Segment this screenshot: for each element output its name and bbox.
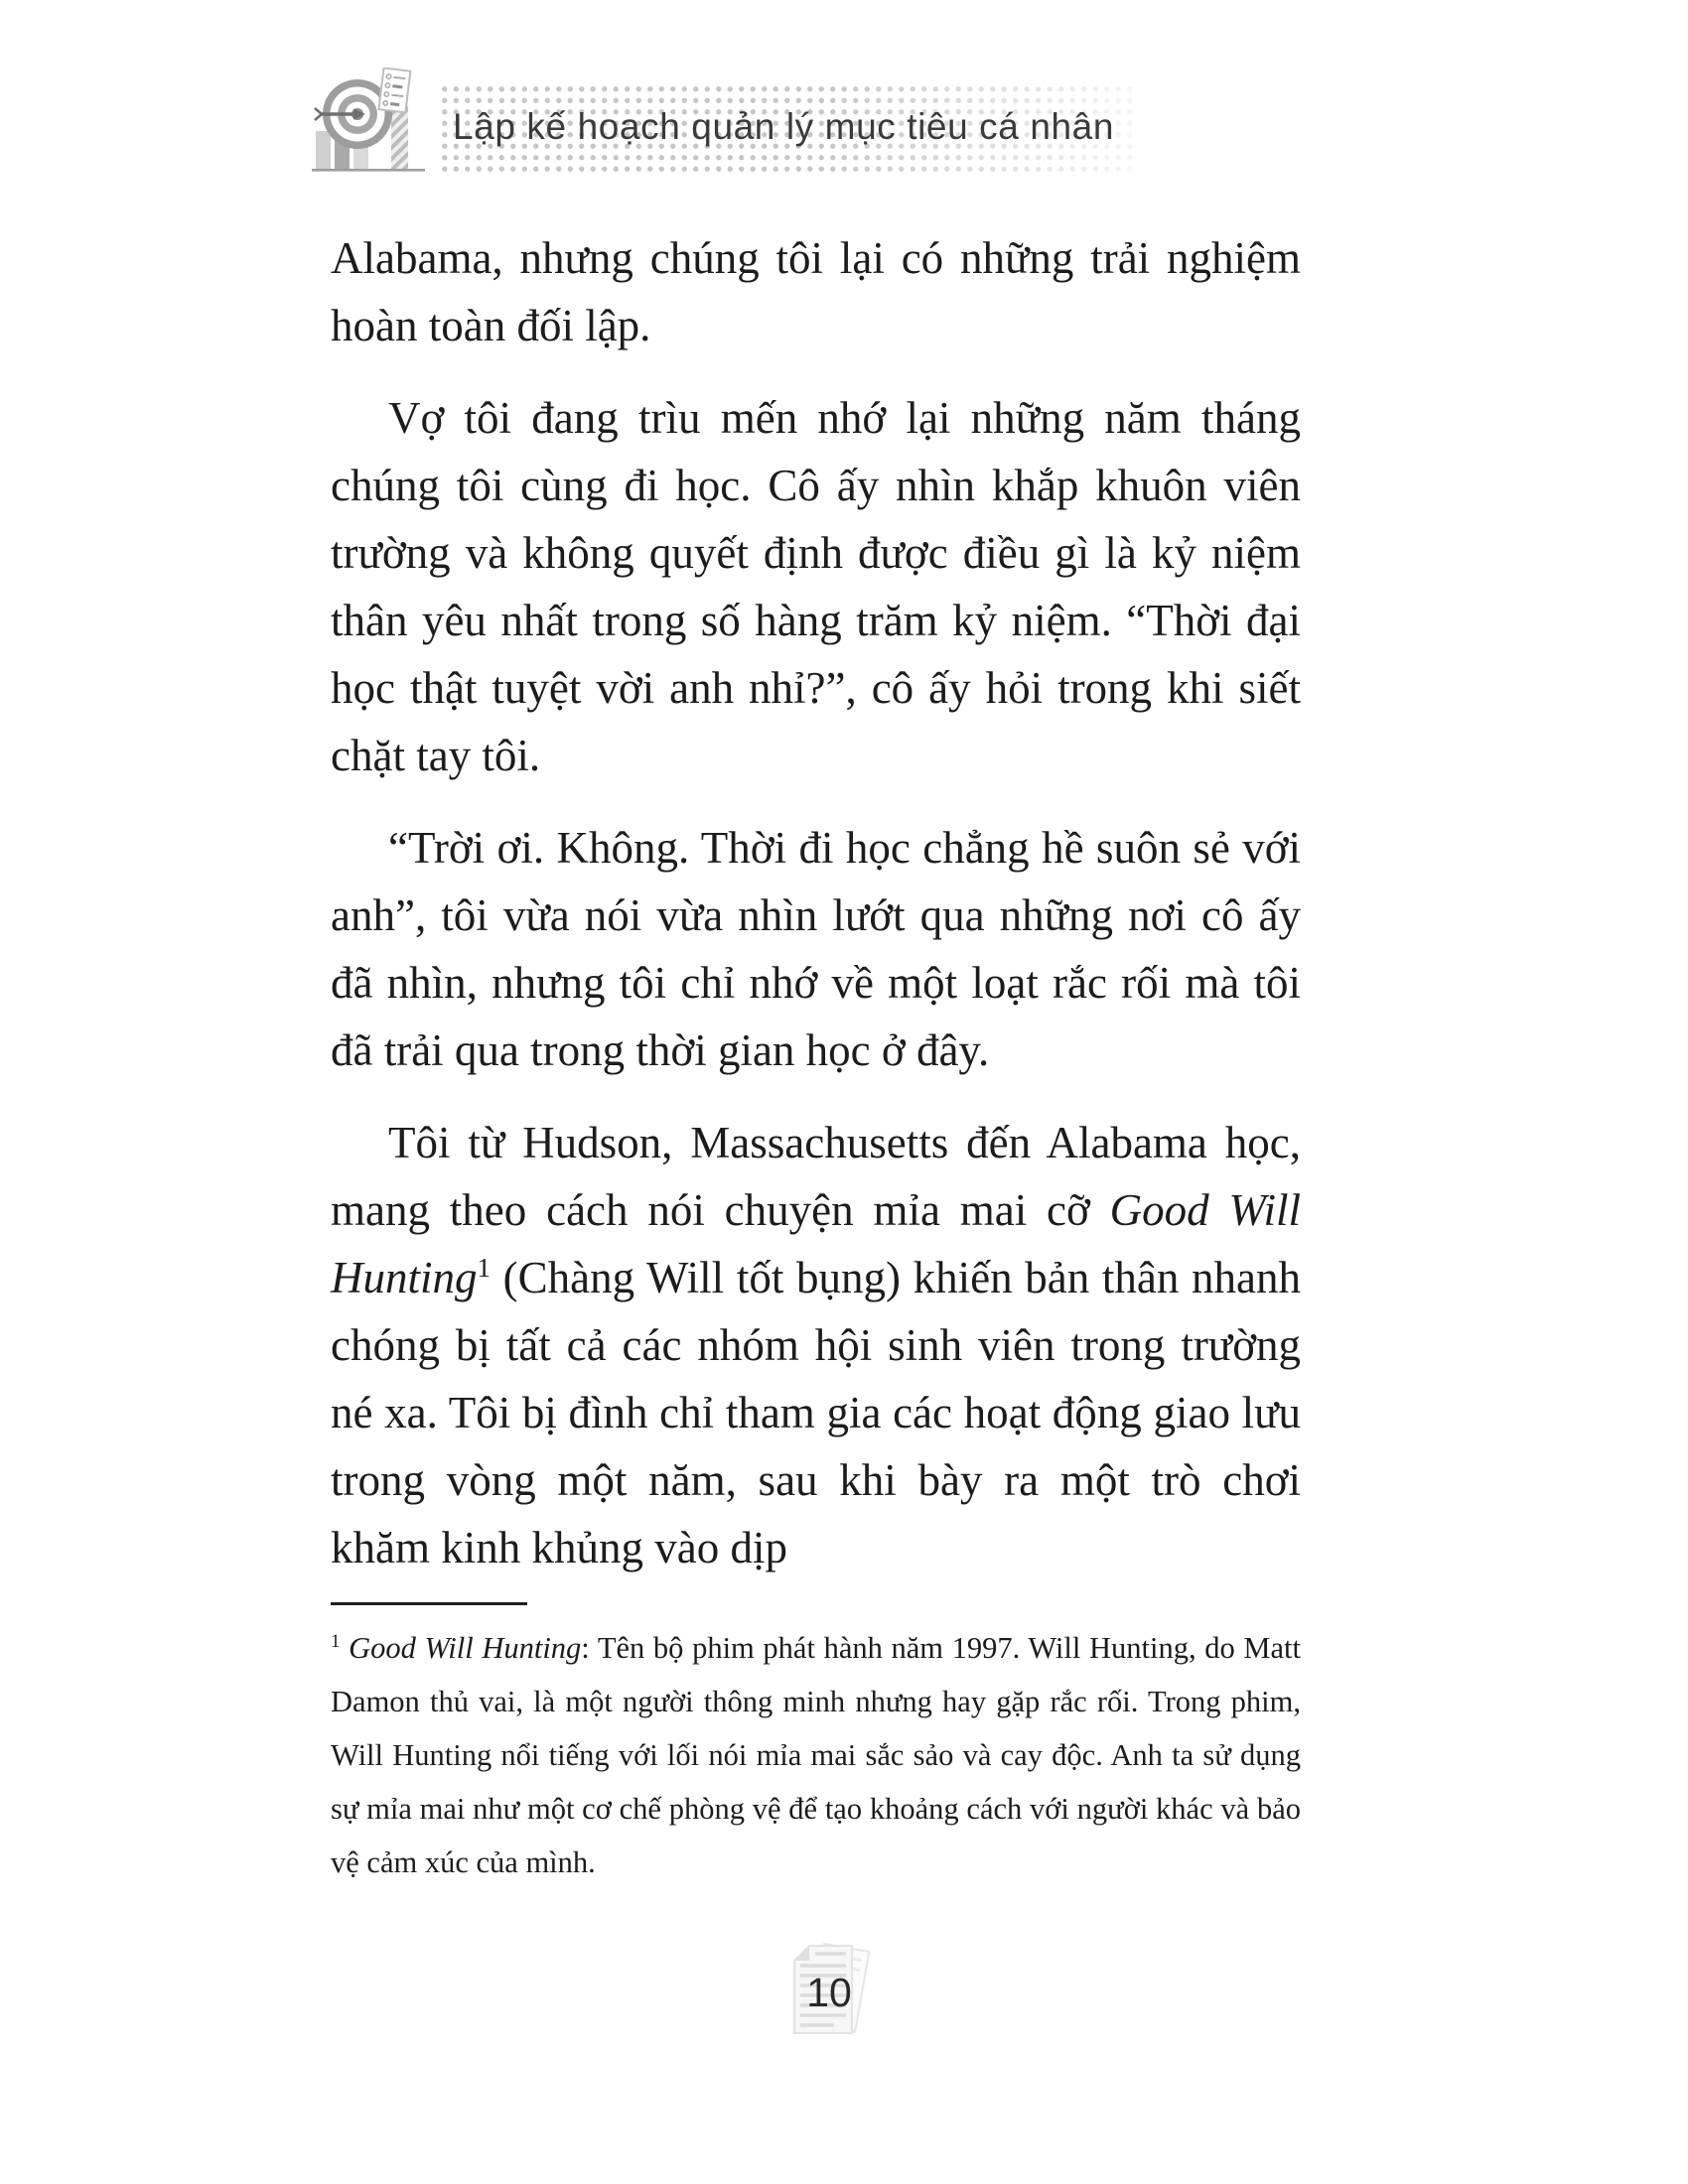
header-dots-band: [437, 81, 1138, 173]
page-number: 10: [806, 1970, 852, 2015]
footnote-text: [331, 1621, 1301, 1889]
footnote-body: : Tên bộ phim phát hành năm 1997. Will Hunting, do Matt Damon thủ vai, là một người thông minh nhưng hay gặp rắc rối. Trong phim, Will Hunting nổi tiếng với lối nói mỉa mai sắc sảo và cay độc. Anh ta sử dụng sự mỉa mai như một cơ chế phòng vệ để tạo khoảng cách với người khác và bảo vệ cảm xúc của mình.: [331, 1631, 1301, 1879]
movie-title-italic: Good Will Hunting: [349, 1631, 582, 1665]
body-text: [331, 224, 1301, 1606]
logo-baseline: [312, 169, 425, 172]
goal-planning-logo: [312, 68, 429, 177]
page-number-block: [788, 1942, 900, 2053]
footnote-reference: 1: [477, 1253, 492, 1283]
movie-title-italic: Good Will Hunting: [331, 1185, 1301, 1302]
checklist-icon: [378, 68, 410, 112]
paragraph: Alabama, nhưng chúng tôi lại có những trải nghiệm hoàn toàn đối lập.: [331, 233, 1301, 350]
running-head-title: Lập kế hoạch quản lý mục tiêu cá nhân: [453, 106, 1115, 147]
paragraph: Vợ tôi đang trìu mến nhớ lại những năm tháng chúng tôi cùng đi học. Cô ấy nhìn khắp khuôn viên trường và không quyết định được điều gì là kỷ niệm thân yêu nhất trong số hàng trăm kỷ niệm. “Thời đại học thật tuyệt vời anh nhỉ?”, cô ấy hỏi trong khi siết chặt tay tôi.: [331, 393, 1301, 780]
footnote-rule: [331, 1602, 527, 1605]
page-header: [312, 68, 1138, 177]
paragraph: “Trời ơi. Không. Thời đi học chẳng hề suôn sẻ với anh”, tôi vừa nói vừa nhìn lướt qua những nơi cô ấy đã nhìn, nhưng tôi chỉ nhớ về một loạt rắc rối mà tôi đã trải qua trong thời gian học ở đây.: [331, 823, 1301, 1075]
footnote: [331, 1602, 1301, 1889]
paragraph: [331, 1109, 1301, 1581]
footnote-marker: 1: [331, 1630, 341, 1652]
paragraph-text: Tôi từ Hudson, Massachusetts đến Alabama học, mang theo cách nói chuyện mỉa mai cỡ: [331, 1118, 1301, 1235]
paragraph-text: (Chàng Will tốt bụng) khiến bản thân nhanh chóng bị tất cả các nhóm hội sinh viên trong trường né xa. Tôi bị đình chỉ tham gia các hoạt động giao lưu trong vòng một năm, sau khi bày ra một trò chơi khăm kinh khủng vào dịp: [331, 1253, 1301, 1572]
